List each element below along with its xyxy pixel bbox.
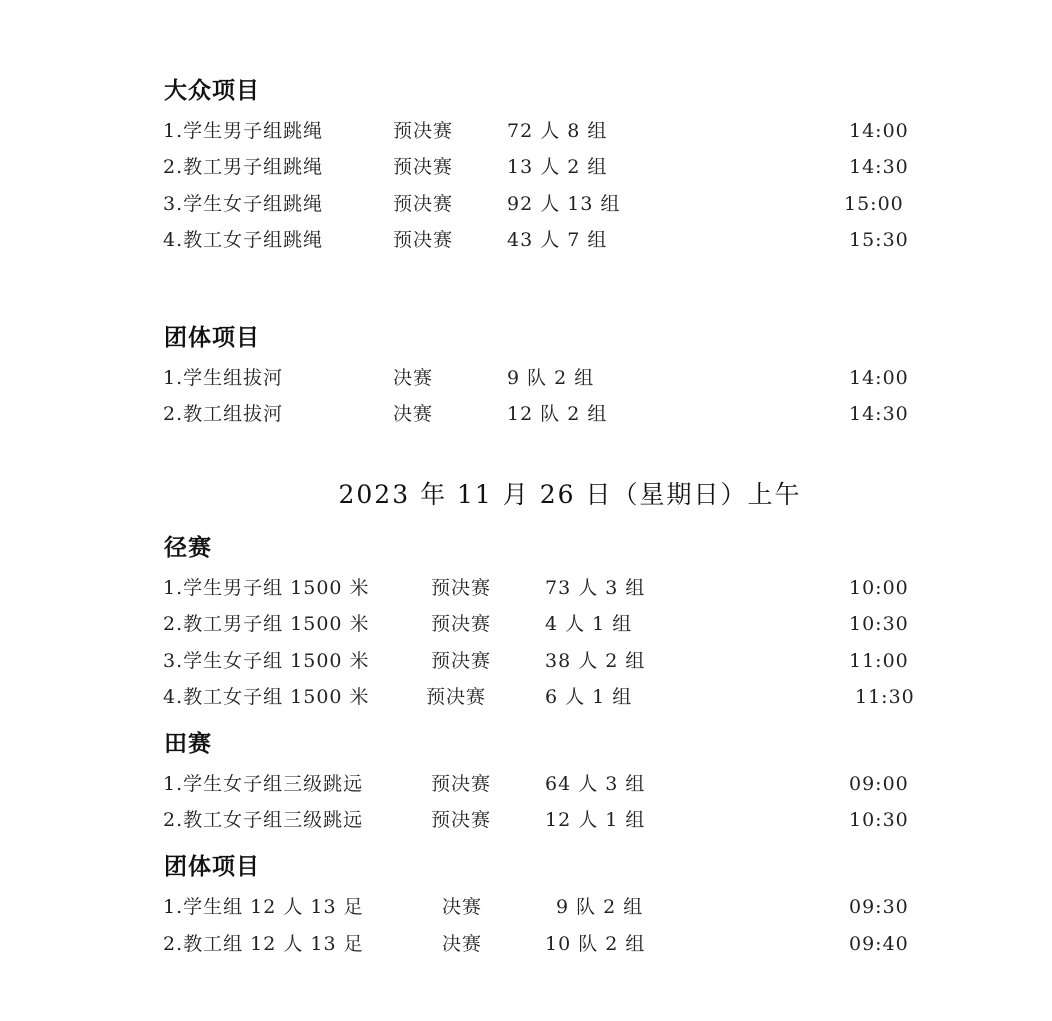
table-row <box>0 646 1052 676</box>
section-title-mass-events: 大众项目 <box>164 78 260 104</box>
event-stage: 预决赛 <box>431 809 492 831</box>
event-time: 10:00 <box>849 577 909 599</box>
date-heading: 2023 年 11 月 26 日（星期日）上午 <box>338 480 802 509</box>
event-time: 14:30 <box>849 403 909 425</box>
table-row <box>0 573 1052 603</box>
table-row <box>0 892 1052 922</box>
section-title-team-events: 团体项目 <box>164 325 260 351</box>
event-count: 9 队 2 组 <box>556 896 644 918</box>
table-row <box>0 805 1052 835</box>
event-stage: 预决赛 <box>431 577 492 599</box>
event-count: 13 人 2 组 <box>507 156 608 178</box>
event-name: 4.教工女子组 1500 米 <box>163 686 370 708</box>
event-stage: 预决赛 <box>393 229 454 251</box>
event-time: 14:30 <box>849 156 909 178</box>
event-name: 4.教工女子组跳绳 <box>163 229 324 251</box>
event-count: 12 队 2 组 <box>507 403 608 425</box>
event-time: 10:30 <box>849 613 909 635</box>
event-time: 11:30 <box>855 686 915 708</box>
event-count: 9 队 2 组 <box>507 367 595 389</box>
section-title-field: 田赛 <box>164 731 212 757</box>
table-row <box>0 399 1052 429</box>
event-count: 92 人 13 组 <box>507 193 621 215</box>
event-time: 14:00 <box>849 367 909 389</box>
event-stage: 预决赛 <box>393 156 454 178</box>
event-stage: 预决赛 <box>426 686 487 708</box>
event-name: 1.学生男子组 1500 米 <box>163 577 370 599</box>
event-time: 09:00 <box>849 773 909 795</box>
table-row <box>0 609 1052 639</box>
event-stage: 决赛 <box>393 367 434 389</box>
table-row <box>0 363 1052 393</box>
table-row <box>0 225 1052 255</box>
event-count: 73 人 3 组 <box>545 577 646 599</box>
table-row <box>0 682 1052 712</box>
event-time: 11:00 <box>849 650 909 672</box>
section-title-team-events-2: 团体项目 <box>164 854 260 880</box>
table-row <box>0 929 1052 959</box>
event-count: 6 人 1 组 <box>545 686 633 708</box>
section-title-track: 径赛 <box>164 535 212 561</box>
event-time: 10:30 <box>849 809 909 831</box>
event-count: 4 人 1 组 <box>545 613 633 635</box>
event-count: 38 人 2 组 <box>545 650 646 672</box>
event-name: 2.教工组 12 人 13 足 <box>163 933 364 955</box>
event-time: 09:30 <box>849 896 909 918</box>
event-name: 1.学生组拔河 <box>163 367 284 389</box>
event-stage: 决赛 <box>442 933 483 955</box>
event-stage: 预决赛 <box>431 613 492 635</box>
event-name: 2.教工男子组 1500 米 <box>163 613 370 635</box>
event-count: 12 人 1 组 <box>545 809 646 831</box>
table-row <box>0 116 1052 146</box>
event-name: 2.教工男子组跳绳 <box>163 156 324 178</box>
event-name: 1.学生女子组三级跳远 <box>163 773 364 795</box>
table-row <box>0 189 1052 219</box>
event-stage: 预决赛 <box>431 773 492 795</box>
event-time: 15:00 <box>844 193 904 215</box>
event-stage: 决赛 <box>442 896 483 918</box>
event-time: 09:40 <box>849 933 909 955</box>
event-count: 43 人 7 组 <box>507 229 608 251</box>
table-row <box>0 152 1052 182</box>
event-count: 10 队 2 组 <box>545 933 646 955</box>
event-stage: 预决赛 <box>393 120 454 142</box>
event-name: 2.教工组拔河 <box>163 403 284 425</box>
event-time: 15:30 <box>849 229 909 251</box>
event-stage: 预决赛 <box>431 650 492 672</box>
table-row <box>0 769 1052 799</box>
event-stage: 预决赛 <box>393 193 454 215</box>
event-name: 3.学生女子组跳绳 <box>163 193 324 215</box>
event-name: 1.学生组 12 人 13 足 <box>163 896 364 918</box>
event-count: 64 人 3 组 <box>545 773 646 795</box>
event-stage: 决赛 <box>393 403 434 425</box>
event-name: 1.学生男子组跳绳 <box>163 120 324 142</box>
event-name: 3.学生女子组 1500 米 <box>163 650 370 672</box>
event-time: 14:00 <box>849 120 909 142</box>
event-count: 72 人 8 组 <box>507 120 608 142</box>
event-name: 2.教工女子组三级跳远 <box>163 809 364 831</box>
